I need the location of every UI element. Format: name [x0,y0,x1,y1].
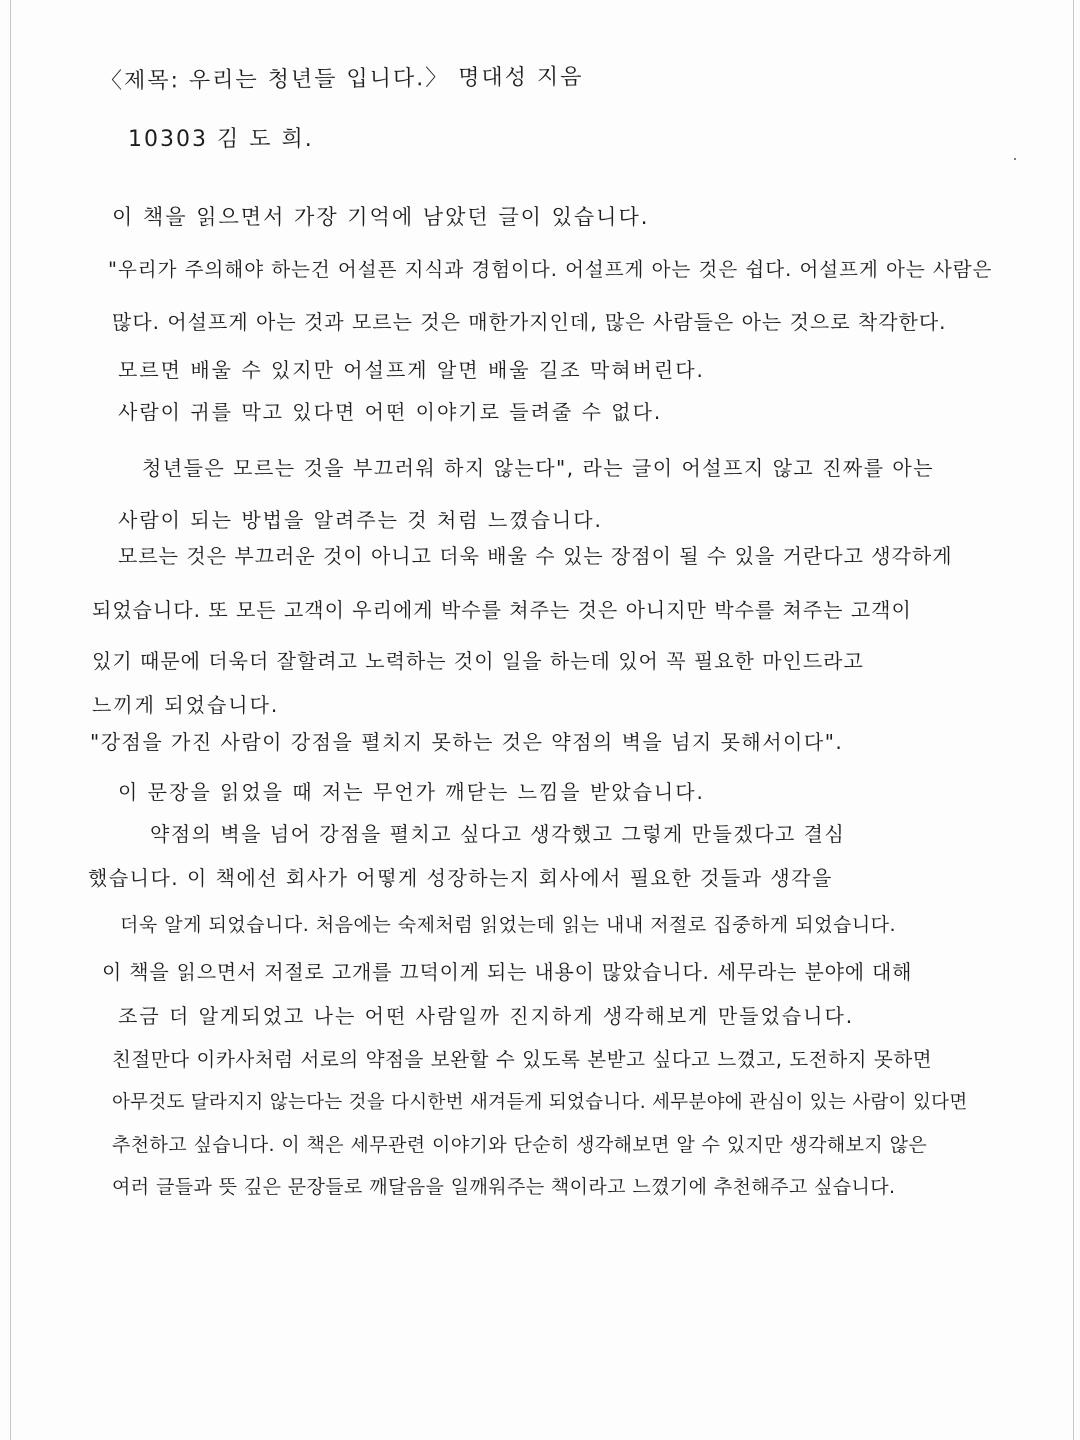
essay-line: 이 책을 읽으면서 가장 기억에 남았던 글이 있습니다. [112,205,650,229]
essay-line: 사람이 되는 방법을 알려주는 것 처럼 느꼈습니다. [118,508,603,532]
essay-line: 여러 글들과 뜻 깊은 문장들로 깨달음을 일깨워주는 책이라고 느꼈기에 추천해주고 싶습니다. [112,1176,896,1198]
essay-line: 느끼게 되었습니다. [92,693,280,717]
essay-line: 친절만다 이카사처럼 서로의 약점을 보완할 수 있도록 본받고 싶다고 느꼈고, 도전하지 못하면 [112,1048,933,1071]
page-right-edge [1073,0,1074,1440]
essay-line: "우리가 주의해야 하는건 어설픈 지식과 경험이다. 어설프게 아는 것은 쉽다. 어설프게 아는 사람은 [108,258,993,281]
essay-line: 이 문장을 읽었을 때 저는 무언가 깨닫는 느낌을 받았습니다. [118,780,705,804]
essay-line: 조금 더 알게되었고 나는 어떤 사람일까 진지하게 생각해보게 만들었습니다. [118,1004,855,1028]
essay-line: 청년들은 모르는 것을 부끄러워 하지 않는다", 라는 글이 어설프지 않고 진짜를 아는 [142,456,935,480]
essay-line: 약점의 벽을 넘어 강점을 펼치고 싶다고 생각했고 그렇게 만들겠다고 결심 [150,822,846,846]
essay-line: 있기 때문에 더욱더 잘할려고 노력하는 것이 일을 하는데 있어 꼭 필요한 마인드라고 [92,649,864,673]
essay-line: 아무것도 달라지지 않는다는 것을 다시한번 새겨듣게 되었습니다. 세무분야에 관심이 있는 사람이 있다면 [112,1092,968,1113]
essay-line: 했습니다. 이 책에선 회사가 어떻게 성장하는지 회사에서 필요한 것들과 생각을 [88,866,833,890]
essay-line: "강점을 가진 사람이 강점을 펼치지 못하는 것은 약점의 벽을 넘지 못해서이다". [90,730,844,754]
essay-line: 사람이 귀를 막고 있다면 어떤 이야기로 들려줄 수 없다. [118,400,663,424]
essay-line: 더욱 알게 되었습니다. 처음에는 숙제처럼 읽었는데 읽는 내내 저절로 집중하게 되었습니다. [120,914,897,936]
essay-line: 이 책을 읽으면서 저절로 고개를 끄덕이게 되는 내용이 많았습니다. 세무라는 분야에 대해 [102,960,913,984]
essay-line: 많다. 어설프게 아는 것과 모르는 것은 매한가지인데, 많은 사람들은 아는 것으로 착각한다. [112,310,947,334]
page-left-edge [10,0,11,1440]
essay-line: 모르면 배울 수 있지만 어설프게 알면 배울 길조 막혀버린다. [118,358,705,382]
author-line: 10303 김 도 희. [128,127,314,152]
essay-line: 추천하고 싶습니다. 이 책은 세무관련 이야기와 단순히 생각해보면 알 수 있지만 생각해보지 않은 [112,1134,928,1156]
essay-line: 되었습니다. 또 모든 고객이 우리에게 박수를 쳐주는 것은 아니지만 박수를 쳐주는 고객이 [92,598,912,622]
essay-line: 모르는 것은 부끄러운 것이 아니고 더욱 배울 수 있는 장점이 될 수 있을 거란다고 생각하게 [118,544,953,568]
pen-speck [1014,158,1016,160]
essay-title: 〈제목: 우리는 청년들 입니다.〉 명대성 지음 [99,64,584,94]
